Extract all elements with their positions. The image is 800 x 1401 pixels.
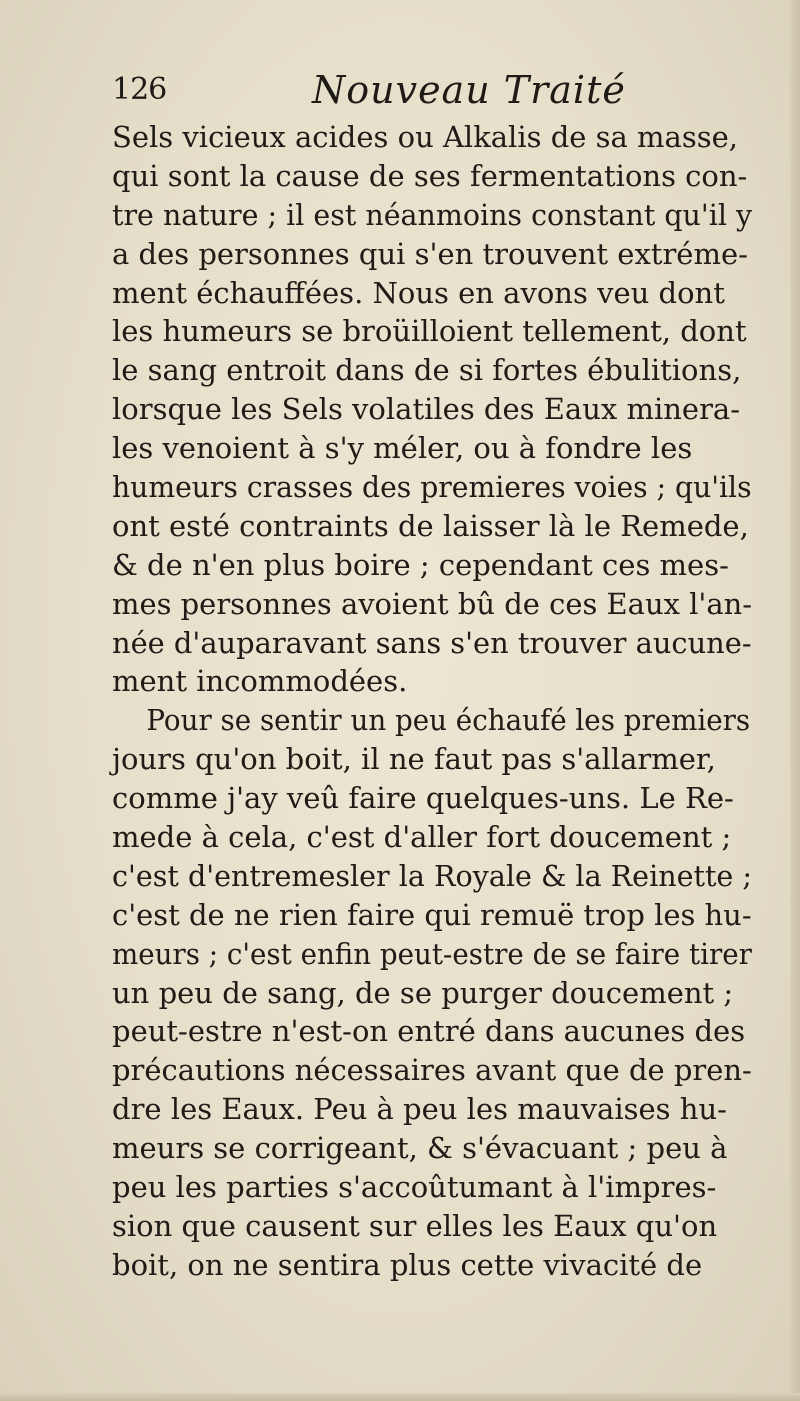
page-number: 126 bbox=[112, 72, 167, 107]
text-line: meurs ; c'est enfin peut-estre de se faire tirer bbox=[112, 936, 752, 971]
text-line: tre nature ; il est néanmoins constant qu'il y bbox=[112, 197, 753, 232]
text-line: humeurs crasses des premieres voies ; qu'ils bbox=[112, 470, 752, 505]
text-line: un peu de sang, de se purger doucement ; bbox=[112, 975, 734, 1010]
text-line: peut-estre n'est-on entré dans aucunes des bbox=[112, 1014, 746, 1049]
page-edge-right bbox=[790, 0, 800, 1401]
text-line: mede à cela, c'est d'aller fort doucement ; bbox=[112, 820, 732, 855]
text-line: comme j'ay veû faire quelques-uns. Le Re- bbox=[112, 781, 734, 816]
text-line: & de n'en plus boire ; cependant ces mes- bbox=[112, 547, 729, 582]
body-text bbox=[112, 118, 752, 1285]
text-line: dre les Eaux. Peu à peu les mauvaises hu- bbox=[112, 1092, 727, 1127]
page-edge-bottom bbox=[0, 1393, 800, 1401]
text-line: les venoient à s'y méler, ou à fondre les bbox=[112, 431, 693, 466]
text-line: qui sont la cause de ses fermentations con- bbox=[112, 158, 748, 193]
text-line: a des personnes qui s'en trouvent extréme- bbox=[112, 236, 748, 271]
text-line: jours qu'on boit, il ne faut pas s'allarmer, bbox=[112, 742, 716, 777]
text-line: Sels vicieux acides ou Alkalis de sa masse, bbox=[112, 120, 738, 154]
text-line: peu les parties s'accoûtumant à l'impres- bbox=[112, 1170, 717, 1205]
text-line: le sang entroit dans de si fortes ébulitions, bbox=[112, 353, 742, 388]
text-line: meurs se corrigeant, & s'évacuant ; peu à bbox=[112, 1131, 728, 1166]
paragraph-start-line: Pour se sentir un peu échaufé les premiers bbox=[146, 703, 751, 738]
text-line: ont esté contraints de laisser là le Remede, bbox=[112, 508, 749, 543]
running-title: Nouveau Traité bbox=[312, 68, 626, 112]
text-line: sion que causent sur elles les Eaux qu'on bbox=[112, 1208, 718, 1243]
text-line: mes personnes avoient bû de ces Eaux l'an- bbox=[112, 586, 753, 621]
text-line: ment échauffées. Nous en avons veu dont bbox=[112, 275, 725, 310]
text-line: lorsque les Sels volatiles des Eaux minera- bbox=[112, 392, 741, 427]
text-line: née d'auparavant sans s'en trouver aucune- bbox=[112, 625, 752, 660]
running-head bbox=[112, 68, 752, 118]
text-line: précautions nécessaires avant que de pren- bbox=[112, 1053, 752, 1088]
text-line: c'est de ne rien faire qui remuë trop les hu- bbox=[112, 897, 752, 932]
text-line: c'est d'entremesler la Royale & la Reinette ; bbox=[112, 858, 753, 893]
text-line: boit, on ne sentira plus cette vivacité de bbox=[112, 1247, 703, 1282]
text-line: ment incommodées. bbox=[112, 664, 408, 699]
text-line: les humeurs se broüilloient tellement, dont bbox=[112, 314, 747, 349]
